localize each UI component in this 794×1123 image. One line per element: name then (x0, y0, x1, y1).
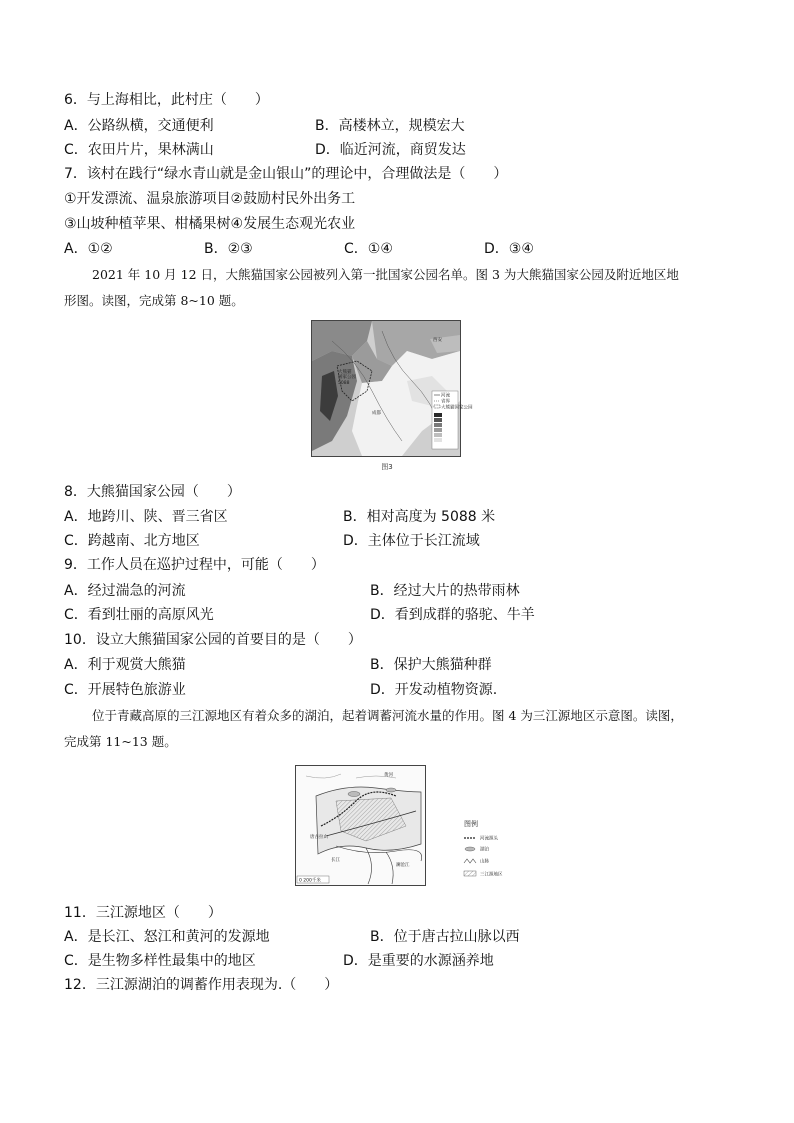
map4-label-changjiang: 长江 (331, 858, 340, 863)
passage-11-13 (64, 703, 734, 755)
legend-river-source: 河流源头 (480, 836, 498, 842)
question-7-option-b: B．②③ (204, 241, 253, 257)
question-6-option-b: B．高楼林立，规模宏大 (315, 118, 465, 134)
terrain-map-graphic (312, 321, 473, 456)
passage-8-10-line-1: 2021 年 10 月 12 日，大熊猫国家公园被列入第一批国家公园名单。图 3 为大熊猫国家公园及附近地区地 (92, 267, 679, 282)
question-7-option-c: C．①④ (344, 241, 393, 257)
sanjiangyuan-map-graphic (296, 766, 425, 885)
question-6-option-a: A．公路纵横，交通便利 (64, 118, 214, 134)
figure-3-caption: 图3 (381, 463, 393, 471)
legend-title: 图例 (464, 820, 478, 828)
legend-mountain: 山脉 (480, 859, 489, 865)
question-10-option-a: A．利于观赏大熊猫 (64, 657, 186, 673)
question-8-option-b: B．相对高度为 5088 米 (343, 509, 496, 525)
passage-11-13-line-1: 位于青藏高原的三江源地区有着众多的湖泊，起着调蓄河流水量的作用。图 4 为三江源地区示意图。读图， (92, 708, 683, 723)
question-11-option-a: A．是长江、怒江和黄河的发源地 (64, 929, 270, 945)
question-9-option-c: C．看到壮丽的高原风光 (64, 607, 214, 623)
question-8-stem: 8．大熊猫国家公园（ ） (64, 484, 241, 500)
question-6-stem: 6．与上海相比，此村庄（ ） (64, 92, 269, 108)
question-10-option-c: C．开展特色旅游业 (64, 682, 186, 698)
figure-3-terrain-map (311, 320, 473, 457)
map4-label-huanghe: 黄河 (384, 773, 393, 778)
map-label-xian: 西安 (433, 338, 442, 343)
question-11-option-c: C．是生物多样性最集中的地区 (64, 953, 256, 969)
map-label-park-2: 国家公园 (338, 375, 356, 380)
map-legend-border: 省界 (441, 399, 450, 405)
map-legend-park: 大熊猫国家公园 (441, 405, 473, 411)
question-7-statements-2: ③山坡种植苹果、柑橘果树④发展生态观光农业 (64, 216, 356, 232)
question-7-statements-1: ①开发漂流、温泉旅游项目②鼓励村民外出务工 (64, 191, 356, 207)
question-7-option-d: D．③④ (484, 241, 534, 257)
question-10-option-d: D．开发动植物资源. (370, 682, 498, 698)
question-9-option-a: A．经过湍急的河流 (64, 583, 186, 599)
figure-4-legend (462, 818, 532, 888)
map-label-peak: 5088 (338, 381, 350, 386)
legend-lake: 湖泊 (480, 847, 489, 853)
question-8-option-c: C．跨越南、北方地区 (64, 533, 200, 549)
question-6-option-c: C．农田片片，果林满山 (64, 142, 214, 158)
question-7-stem: 7．该村在践行“绿水青山就是金山银山”的理论中，合理做法是（ ） (64, 166, 508, 182)
map4-label-tanggula: 唐古拉山 (310, 835, 328, 840)
question-9-option-d: D．看到成群的骆驼、牛羊 (370, 607, 535, 623)
question-10-stem: 10．设立大熊猫国家公园的首要目的是（ ） (64, 632, 362, 648)
map4-label-lancang: 澜沧江 (396, 863, 410, 868)
figure-4-sanjiangyuan-map (295, 765, 426, 886)
legend-region: 三江源地区 (480, 872, 503, 878)
question-8-option-a: A．地跨川、陕、晋三省区 (64, 509, 228, 525)
map-legend-river: 河流 (441, 393, 450, 399)
question-11-option-b: B．位于唐古拉山脉以西 (370, 929, 520, 945)
map-label-chengdu: 成都 (372, 411, 381, 416)
question-7-option-a: A．①② (64, 241, 113, 257)
question-10-option-b: B．保护大熊猫种群 (370, 657, 492, 673)
passage-11-13-line-2: 完成第 11~13 题。 (64, 734, 177, 749)
passage-8-10 (64, 262, 734, 314)
question-12-stem: 12．三江源湖泊的调蓄作用表现为.（ ） (64, 977, 339, 993)
question-9-option-b: B．经过大片的热带雨林 (370, 583, 520, 599)
map-label-park-1: 大熊猫 (338, 370, 352, 375)
map4-scale: 0 200千米 (299, 878, 321, 884)
question-11-option-d: D．是重要的水源涵养地 (343, 953, 494, 969)
question-6-option-d: D．临近河流，商贸发达 (315, 142, 466, 158)
question-11-stem: 11．三江源地区（ ） (64, 905, 222, 921)
question-8-option-d: D．主体位于长江流域 (343, 533, 480, 549)
passage-8-10-line-2: 形图。读图，完成第 8~10 题。 (64, 293, 244, 308)
question-9-stem: 9．工作人员在巡护过程中，可能（ ） (64, 557, 325, 573)
